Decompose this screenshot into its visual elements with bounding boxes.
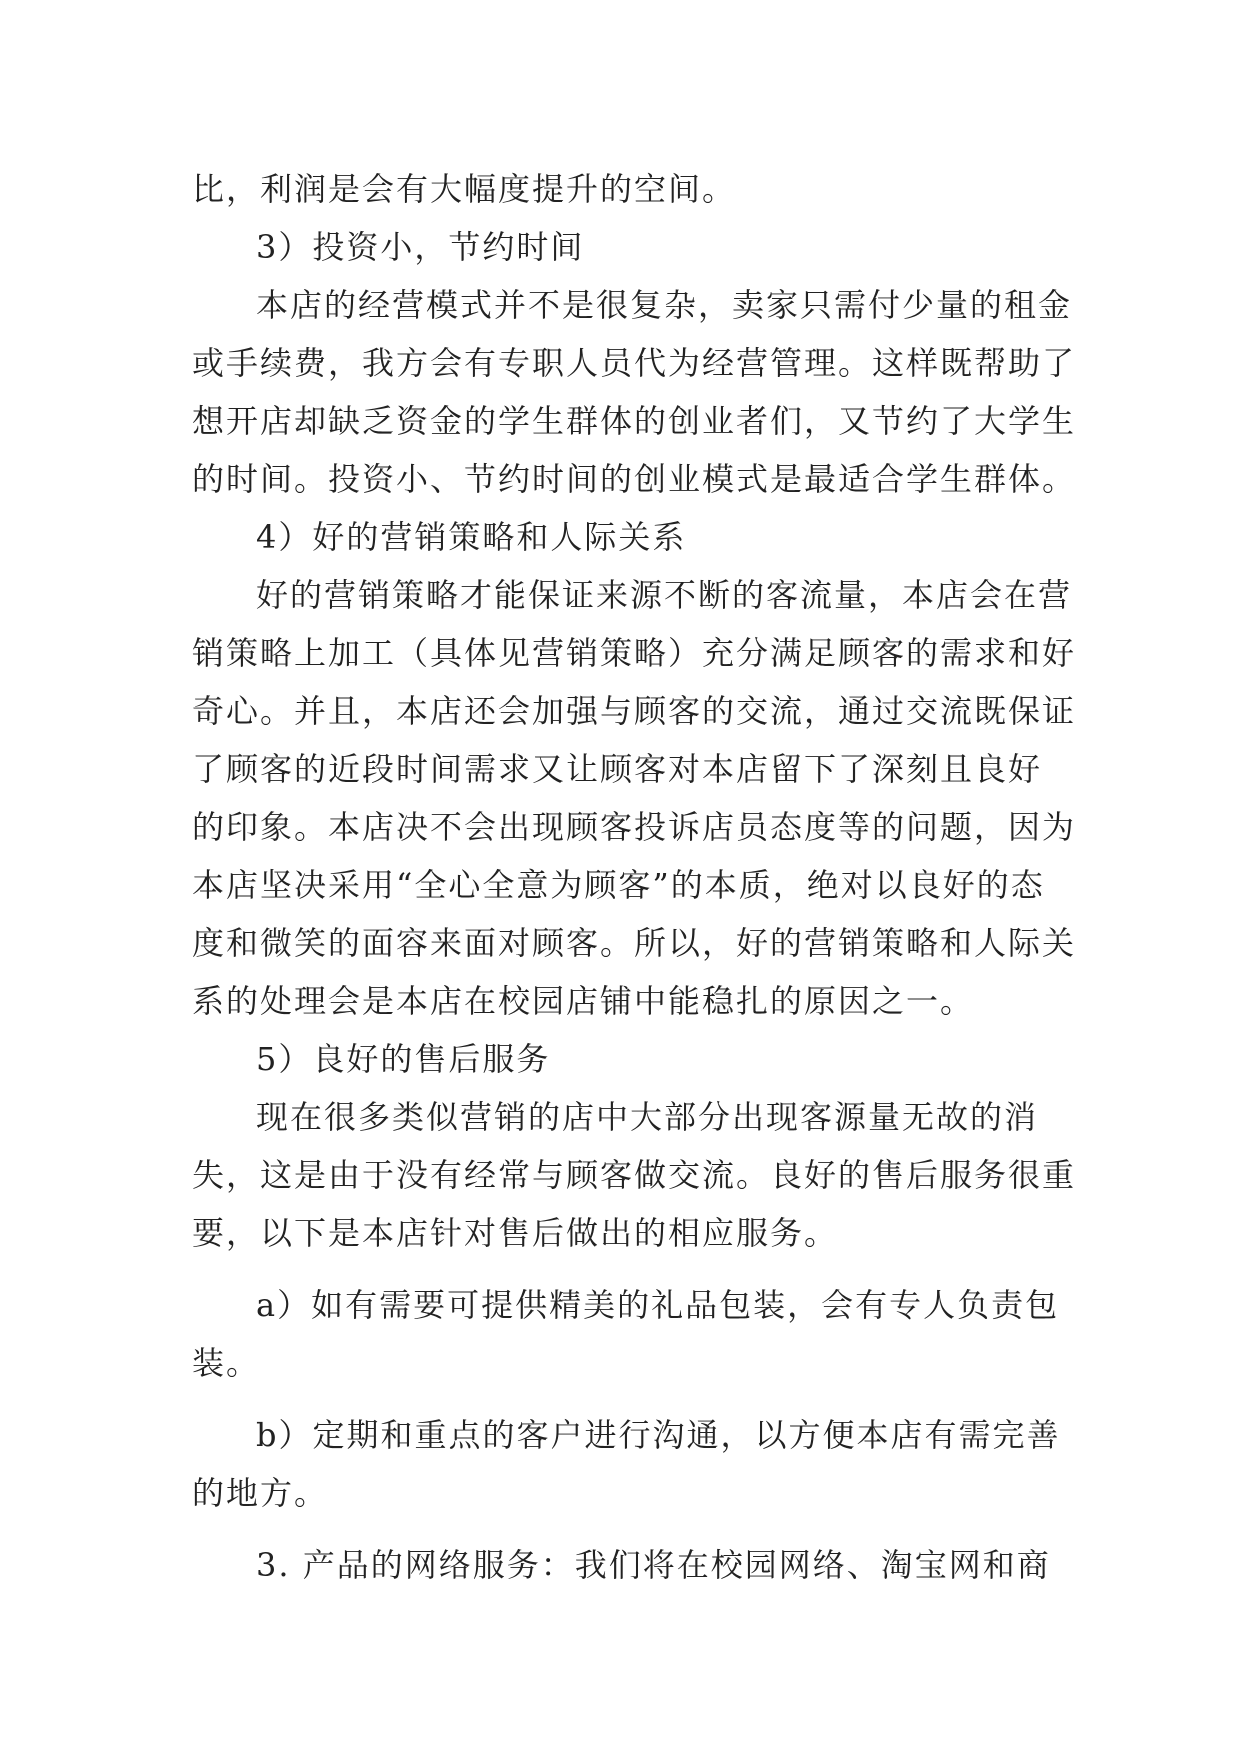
text-line: 奇心。并且，本店还会加强与顾客的交流，通过交流既保证 (192, 692, 1077, 730)
paragraph-gap (192, 1392, 1062, 1406)
list-item: b）定期和重点的客户进行沟通，以方便本店有需完善 (256, 1416, 1061, 1454)
text-line: 好的营销策略才能保证来源不断的客流量，本店会在营 (256, 576, 1073, 614)
text-line: 本店坚决采用“全心全意为顾客”的本质，绝对以良好的态 (192, 866, 1045, 904)
text-line: 要，以下是本店针对售后做出的相应服务。 (192, 1214, 839, 1252)
list-heading: 4）好的营销策略和人际关系 (256, 518, 687, 556)
text-line: 本店的经营模式并不是很复杂，卖家只需付少量的租金 (256, 286, 1073, 324)
document-body (192, 160, 1077, 1594)
text-line: 现在很多类似营销的店中大部分出现客源量无故的消 (256, 1098, 1039, 1136)
text-line: 了顾客的近段时间需求又让顾客对本店留下了深刻且良好 (192, 750, 1043, 788)
text-line: 的时间。投资小、节约时间的创业模式是最适合学生群体。 (192, 460, 1077, 498)
list-heading: 5）良好的售后服务 (256, 1040, 551, 1078)
text-line: 装。 (192, 1344, 261, 1382)
text-line: 度和微笑的面容来面对顾客。所以，好的营销策略和人际关 (192, 924, 1077, 962)
paragraph-gap (192, 1262, 1062, 1276)
text-line: 失，这是由于没有经常与顾客做交流。良好的售后服务很重 (192, 1156, 1077, 1194)
text-line: 系的处理会是本店在校园店铺中能稳扎的原因之一。 (192, 982, 975, 1020)
text-line: 销策略上加工（具体见营销策略）充分满足顾客的需求和好 (192, 634, 1077, 672)
text-line: 或手续费，我方会有专职人员代为经营管理。这样既帮助了 (192, 344, 1077, 382)
text-line: 的印象。本店决不会出现顾客投诉店员态度等的问题，因为 (192, 808, 1077, 846)
text-line: 想开店却缺乏资金的学生群体的创业者们，又节约了大学生 (192, 402, 1077, 440)
text-line: 的地方。 (192, 1474, 329, 1512)
text-line: 比，利润是会有大幅度提升的空间。 (192, 170, 737, 208)
list-heading: 3）投资小，节约时间 (256, 228, 585, 266)
paragraph-gap (192, 1522, 1062, 1536)
section-item: 3. 产品的网络服务：我们将在校园网络、淘宝网和商 (256, 1546, 1051, 1584)
list-item: a）如有需要可提供精美的礼品包装，会有专人负责包 (256, 1286, 1060, 1324)
